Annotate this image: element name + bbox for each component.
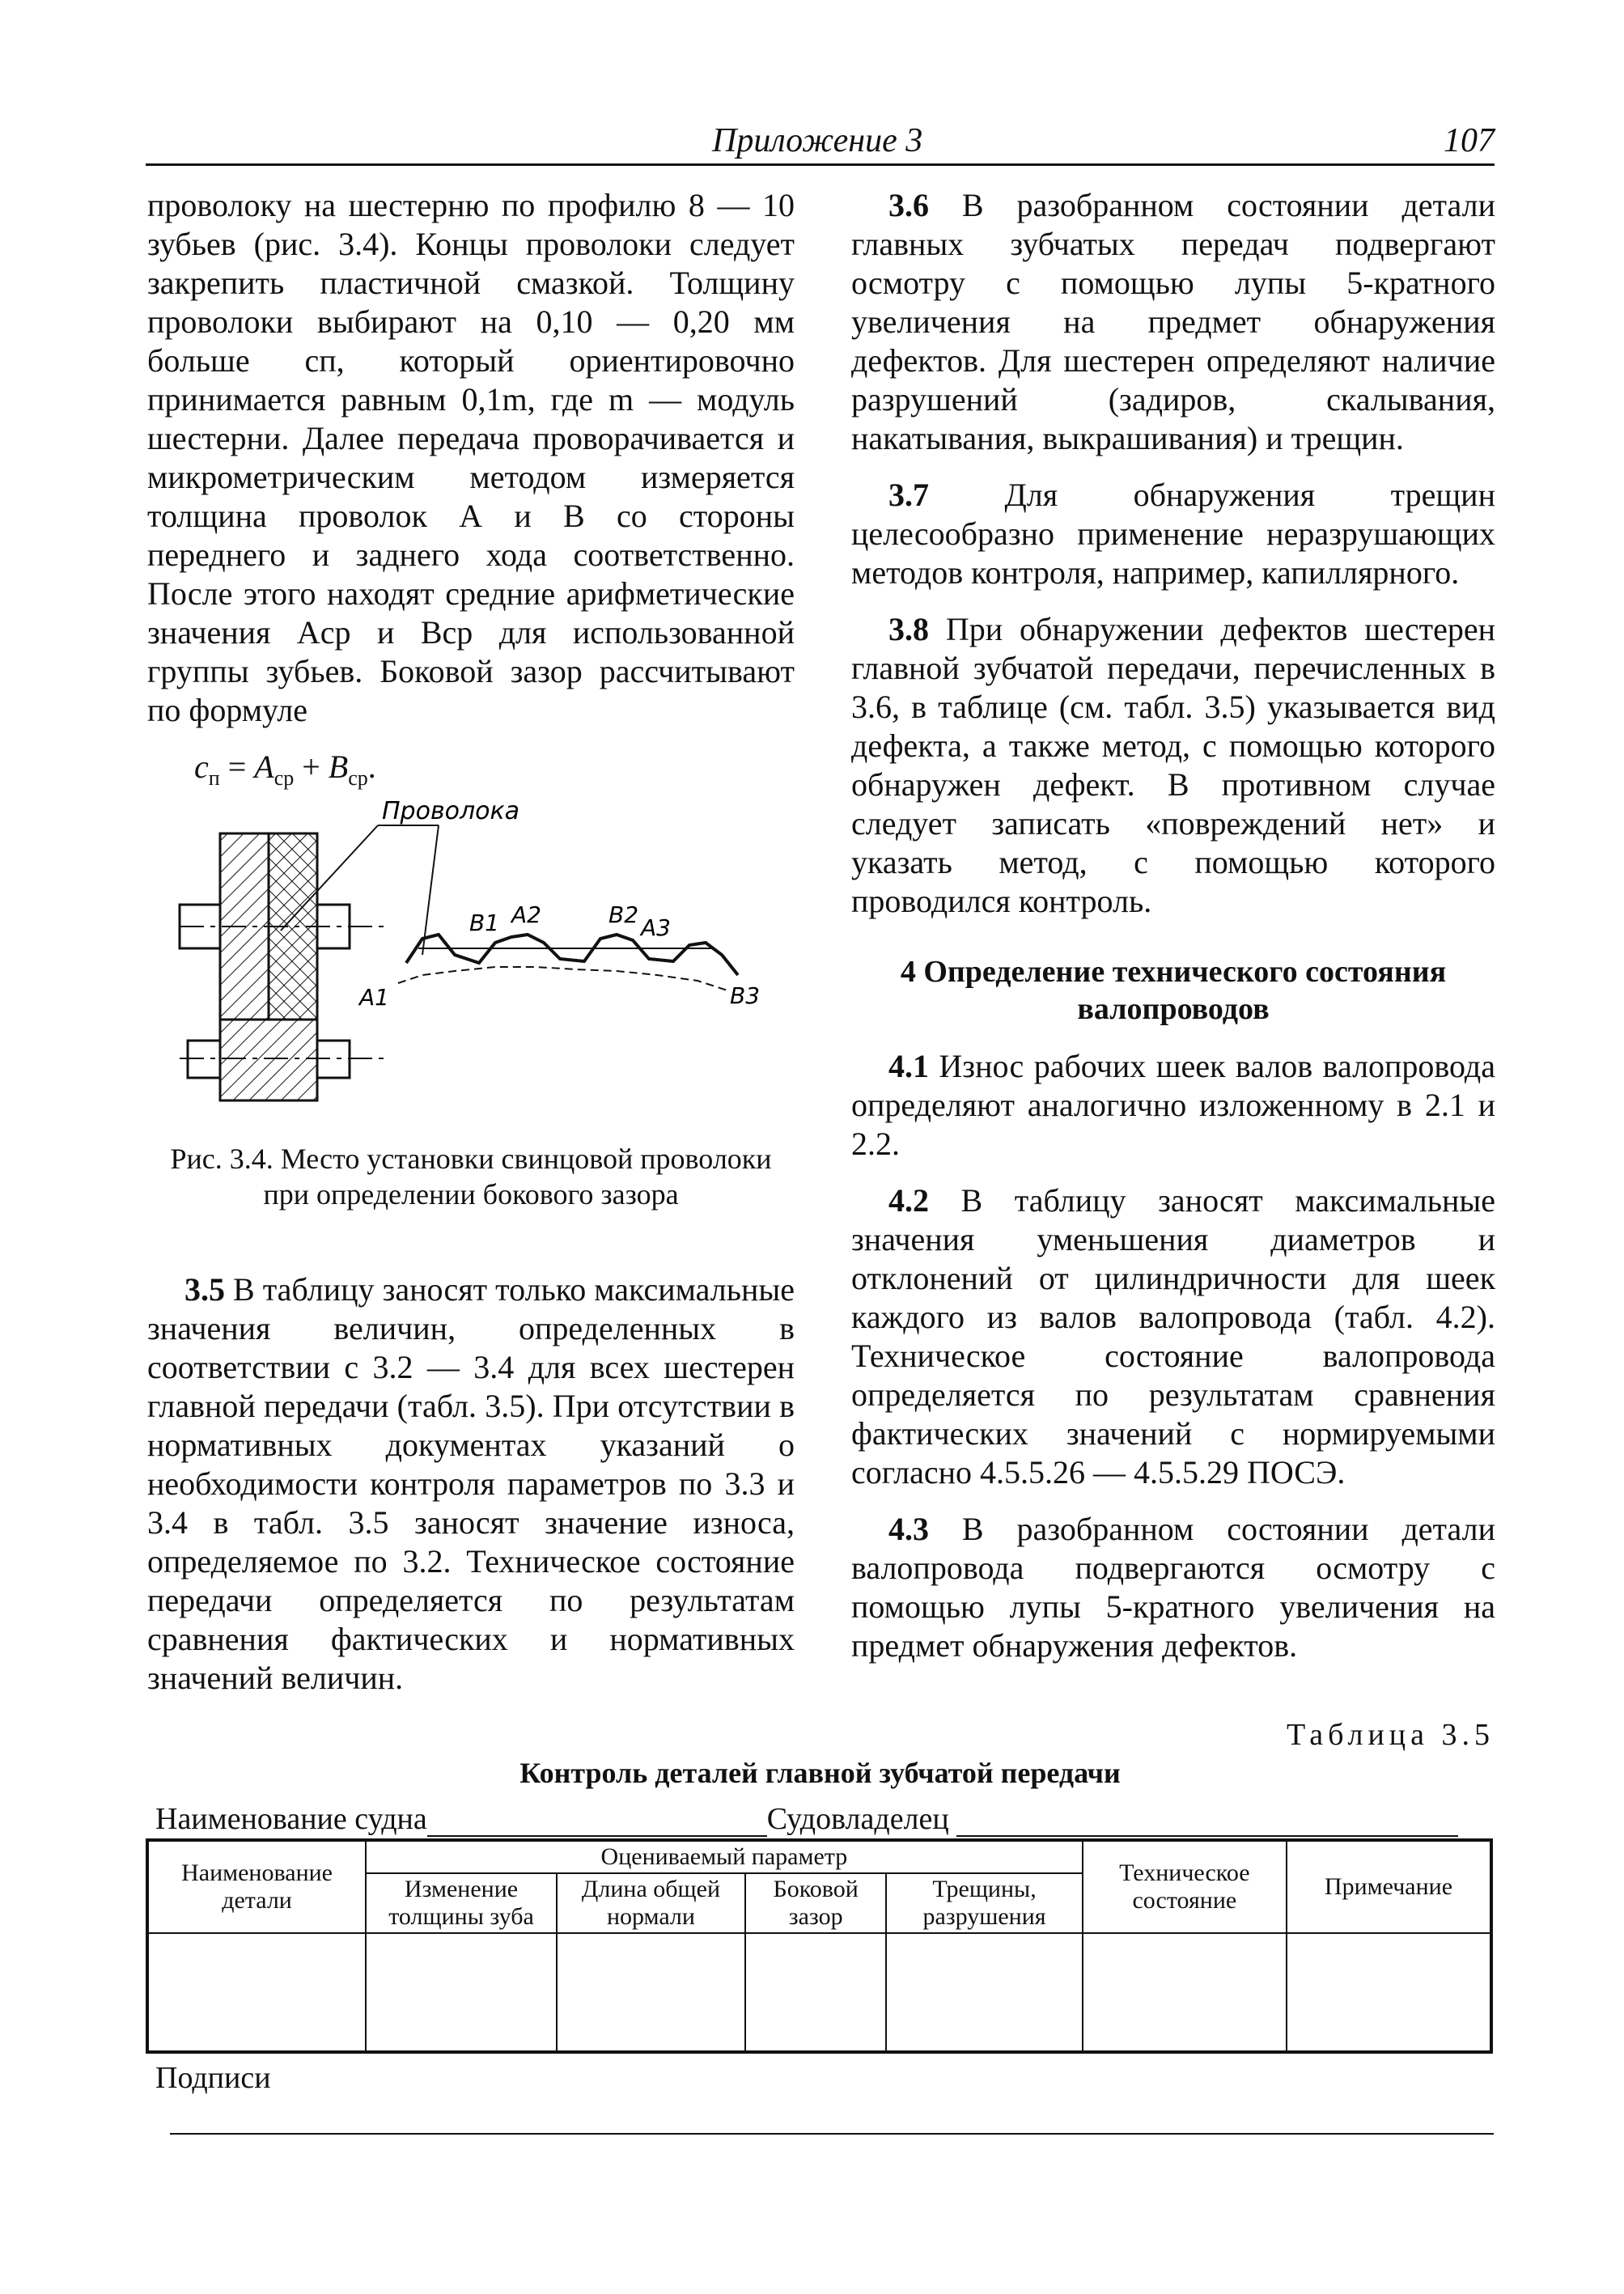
figure-wire-installation bbox=[147, 801, 795, 1125]
wire-label: Проволока bbox=[382, 801, 520, 825]
vessel-owner-line bbox=[155, 1801, 1458, 1837]
signatures-label: Подписи bbox=[155, 2061, 271, 2095]
table-label: Таблица 3.5 bbox=[1286, 1718, 1495, 1752]
paragraph-continuation: проволоку на шестерню по профилю 8 — 10 зубьев (рис. 3.4). Концы проволоки следует закрепить пластичной смазкой. Толщину проволоки выбирают на 0,10 — 0,20 мм больше cп, который ориентировочно принимается равным 0,1m, где m — модуль шестерни. Далее передача проворачивается и микрометрическим методом измеряется толщина проволок А и В со стороны переднего и заднего хода соответственно. После этого находят средние арифметические значения Aср и Bср для использованной группы зубьев. Боковой зазор рассчитывают по формуле bbox=[147, 187, 795, 728]
section-heading-4: 4 Определение технического состояния валопроводов bbox=[900, 955, 1447, 1026]
th-backlash: Боковой зазор bbox=[745, 1873, 886, 1933]
cell-backlash[interactable] bbox=[745, 1933, 886, 2052]
paragraph-3-8: 3.8 При обнаружении дефектов шестерен главной зубчатой передачи, перечисленных в 3.6, в таблице (см. табл. 3.5) указывается вид дефекта, а также метод, с помощью которого обнаружен дефект. В противном случае следует записать «повреждений нет» и указать метод, с помощью которого проводился контроль. bbox=[851, 611, 1495, 919]
th-cracks: Трещины, разрушения bbox=[886, 1873, 1082, 1933]
paragraph-3-7: 3.7 Для обнаружения трещин целесообразно применение неразрушающих методов контроля, например, капиллярного. bbox=[851, 477, 1495, 591]
owner-label: Судовладелец bbox=[766, 1802, 949, 1836]
cell-part-name[interactable] bbox=[147, 1933, 366, 2052]
figure-caption: Рис. 3.4. Место установки свинцовой проволоки при определении бокового зазора bbox=[170, 1143, 772, 1211]
left-column-top bbox=[147, 186, 795, 798]
running-title: Приложение 3 bbox=[712, 122, 923, 159]
page-header bbox=[146, 121, 1495, 166]
paragraph-4-1: 4.1 Износ рабочих шеек валов валопровода определяют аналогично изложенному в 2.1 и 2.2. bbox=[851, 1048, 1495, 1162]
owner-field[interactable] bbox=[956, 1808, 1458, 1837]
vessel-name-label: Наименование судна bbox=[155, 1802, 427, 1836]
control-table bbox=[146, 1838, 1493, 2054]
cell-tooth-thickness[interactable] bbox=[366, 1933, 557, 2052]
pitch-line bbox=[398, 967, 730, 991]
label-b1: B1 bbox=[469, 910, 500, 936]
cell-cracks[interactable] bbox=[886, 1933, 1082, 2052]
signatures-line bbox=[155, 2060, 271, 2096]
cell-common-normal[interactable] bbox=[557, 1933, 745, 2052]
left-column-bottom bbox=[147, 1270, 795, 1715]
paragraph-3-6: 3.6 В разобранном состоянии детали главных зубчатых передач подвергают осмотру с помощью лупы 5-кратного увеличения на предмет обнаружения дефектов. Для шестерен определяют наличие разрушений (задиров, скалывания, накатывания, выкрашивания) и трещин. bbox=[851, 187, 1495, 456]
page-number: 107 bbox=[1444, 122, 1495, 159]
right-column bbox=[851, 186, 1495, 1683]
vessel-name-field[interactable] bbox=[427, 1808, 767, 1837]
th-part-name: Наименование детали bbox=[147, 1840, 366, 1933]
label-a1: A1 bbox=[359, 984, 389, 1011]
label-b3: B3 bbox=[730, 982, 761, 1009]
th-note: Примечание bbox=[1287, 1840, 1491, 1933]
table-row bbox=[147, 1933, 1491, 2052]
th-tooth-thickness: Изменение толщины зуба bbox=[366, 1873, 557, 1933]
th-evaluated-param: Оцениваемый параметр bbox=[366, 1840, 1083, 1873]
gear-drawing bbox=[147, 801, 795, 1125]
paragraph-4-3: 4.3 В разобранном состоянии детали валопровода подвергаются осмотру с помощью лупы 5-кратного увеличения на предмет обнаружения дефектов. bbox=[851, 1511, 1495, 1664]
paragraph-3-5: 3.5 В таблицу заносят только максимальные значения величин, определенных в соответствии с 3.2 — 3.4 для всех шестерен главной передачи (табл. 3.5). При отсутствии в нормативных документах указаний о необходимости контроля параметров по 3.3 и 3.4 в табл. 3.5 заносят значение износа, определяемое по 3.2. Техническое состояние передачи определяется по результатам сравнения фактических и нормативных значений величин. bbox=[147, 1271, 795, 1696]
lower-gear-section bbox=[220, 1020, 317, 1100]
cell-note[interactable] bbox=[1287, 1933, 1491, 2052]
paragraph-4-2: 4.2 В таблицу заносят максимальные значения уменьшения диаметров и отклонений от цилиндричности для шеек каждого из валов валопровода (табл. 4.2). Техническое состояние валопровода определяется по результатам сравнения фактических значений с нормируемыми согласно 4.5.5.26 — 4.5.5.29 ПОСЭ. bbox=[851, 1182, 1495, 1490]
label-a2: A2 bbox=[511, 901, 541, 928]
th-common-normal: Длина общей нормали bbox=[557, 1873, 745, 1933]
label-a3: A3 bbox=[641, 914, 671, 941]
backlash-formula: $c_п = A_{ср} + B_{ср}$. bbox=[194, 748, 376, 790]
th-tech-state: Техническое состояние bbox=[1083, 1840, 1287, 1933]
table-title: Контроль деталей главной зубчатой передачи bbox=[519, 1757, 1121, 1789]
cell-tech-state[interactable] bbox=[1083, 1933, 1287, 2052]
label-b2: B2 bbox=[608, 901, 639, 928]
signature-extra-line bbox=[170, 2133, 1494, 2135]
